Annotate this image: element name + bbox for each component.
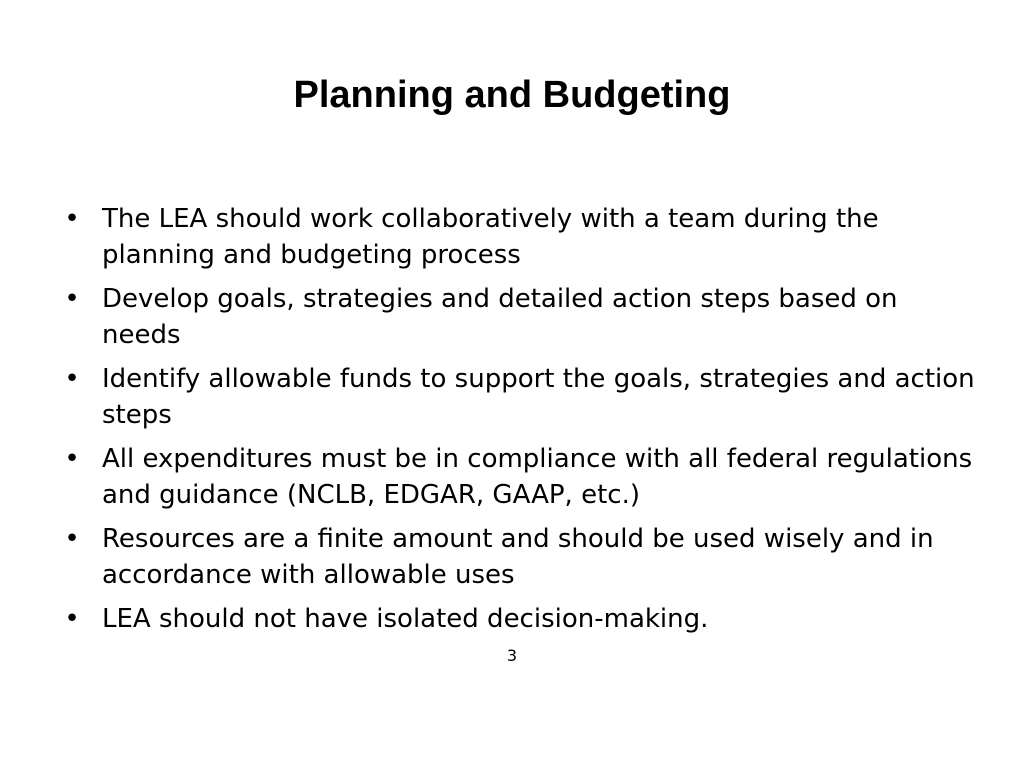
bullet-item xyxy=(56,521,976,593)
bullet-icon: • xyxy=(64,364,80,394)
bullet-icon: • xyxy=(64,604,80,634)
bullet-list xyxy=(56,201,976,645)
bullet-item xyxy=(56,601,976,637)
bullet-text: LEA should not have isolated decision-making. xyxy=(102,604,709,634)
bullet-text: Resources are a finite amount and should be used wisely and in accordance with allowable uses xyxy=(102,524,934,590)
bullet-icon: • xyxy=(64,204,80,234)
bullet-item xyxy=(56,441,976,513)
bullet-icon: • xyxy=(64,524,80,554)
bullet-text: Identify allowable funds to support the goals, strategies and action steps xyxy=(102,364,975,430)
bullet-text: All expenditures must be in compliance with all federal regulations and guidance (NCLB, EDGAR, GAAP, etc.) xyxy=(102,444,973,510)
bullet-icon: • xyxy=(64,444,80,474)
bullet-item xyxy=(56,281,976,353)
bullet-item xyxy=(56,361,976,433)
page-number: 3 xyxy=(506,646,518,665)
bullet-text: The LEA should work collaboratively with a team during the planning and budgeting process xyxy=(102,204,879,270)
slide-title: Planning and Budgeting xyxy=(293,74,731,116)
bullet-item xyxy=(56,201,976,273)
bullet-icon: • xyxy=(64,284,80,314)
bullet-text: Develop goals, strategies and detailed action steps based on needs xyxy=(102,284,898,350)
